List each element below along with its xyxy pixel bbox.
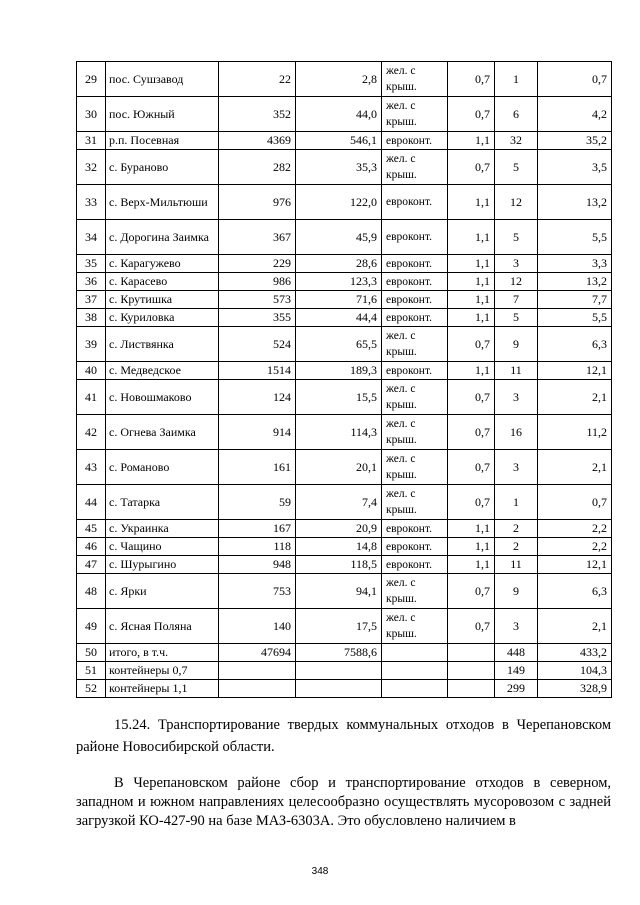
cell-volume: 189,3 <box>296 362 382 380</box>
cell-container-count: 299 <box>495 680 538 698</box>
cell-number: 48 <box>77 574 106 609</box>
cell-number: 49 <box>77 609 106 644</box>
cell-container-capacity: 0,7 <box>448 327 495 362</box>
cell-settlement: с. Медведское <box>106 362 219 380</box>
cell-volume: 35,3 <box>296 150 382 185</box>
cell-volume: 71,6 <box>296 291 382 309</box>
cell-container-capacity: 1,1 <box>448 520 495 538</box>
cell-settlement: с. Карагужево <box>106 255 219 273</box>
cell-volume: 17,5 <box>296 609 382 644</box>
cell-container-capacity: 1,1 <box>448 273 495 291</box>
cell-volume: 7588,6 <box>296 644 382 662</box>
cell-total-volume: 35,2 <box>538 132 612 150</box>
cell-container-type: евроконт. <box>382 220 448 255</box>
cell-settlement: с. Шурыгино <box>106 556 219 574</box>
cell-container-type: жел. с крыш. <box>382 450 448 485</box>
cell-settlement: с. Листвянка <box>106 327 219 362</box>
cell-container-type: евроконт. <box>382 520 448 538</box>
table-row <box>77 97 612 132</box>
cell-total-volume: 5,5 <box>538 309 612 327</box>
cell-total-volume: 13,2 <box>538 273 612 291</box>
cell-number: 47 <box>77 556 106 574</box>
cell-container-capacity: 0,7 <box>448 150 495 185</box>
cell-settlement: с. Новошмаково <box>106 380 219 415</box>
cell-container-count: 448 <box>495 644 538 662</box>
cell-number: 44 <box>77 485 106 520</box>
cell-settlement: итого, в т.ч. <box>106 644 219 662</box>
cell-settlement: с. Огнева Заимка <box>106 415 219 450</box>
cell-container-capacity: 1,1 <box>448 291 495 309</box>
cell-container-type: жел. с крыш. <box>382 380 448 415</box>
cell-total-volume: 6,3 <box>538 574 612 609</box>
table-row <box>77 609 612 644</box>
cell-number: 51 <box>77 662 106 680</box>
cell-container-capacity: 1,1 <box>448 362 495 380</box>
section-heading <box>76 714 611 758</box>
cell-volume: 14,8 <box>296 538 382 556</box>
cell-container-count: 9 <box>495 574 538 609</box>
cell-container-count: 3 <box>495 450 538 485</box>
cell-volume: 122,0 <box>296 185 382 220</box>
cell-total-volume: 2,1 <box>538 380 612 415</box>
table-body <box>77 62 612 698</box>
cell-container-capacity: 1,1 <box>448 309 495 327</box>
cell-container-capacity <box>448 662 495 680</box>
cell-volume: 28,6 <box>296 255 382 273</box>
cell-container-capacity: 1,1 <box>448 556 495 574</box>
cell-population: 753 <box>219 574 296 609</box>
cell-population: 167 <box>219 520 296 538</box>
cell-settlement: с. Крутишка <box>106 291 219 309</box>
cell-settlement: с. Украинка <box>106 520 219 538</box>
cell-container-capacity: 0,7 <box>448 485 495 520</box>
table-row <box>77 380 612 415</box>
cell-container-type: евроконт. <box>382 273 448 291</box>
cell-population: 1514 <box>219 362 296 380</box>
cell-settlement: р.п. Посевная <box>106 132 219 150</box>
table-row <box>77 327 612 362</box>
table-row <box>77 220 612 255</box>
table-row <box>77 662 612 680</box>
cell-population: 976 <box>219 185 296 220</box>
cell-container-count: 12 <box>495 185 538 220</box>
cell-container-count: 6 <box>495 97 538 132</box>
cell-total-volume: 104,3 <box>538 662 612 680</box>
cell-population: 282 <box>219 150 296 185</box>
cell-container-capacity: 0,7 <box>448 574 495 609</box>
cell-number: 45 <box>77 520 106 538</box>
cell-container-type: евроконт. <box>382 362 448 380</box>
cell-population: 22 <box>219 62 296 97</box>
cell-population: 355 <box>219 309 296 327</box>
cell-container-type: евроконт. <box>382 185 448 220</box>
cell-container-count: 1 <box>495 62 538 97</box>
cell-number: 29 <box>77 62 106 97</box>
cell-population: 229 <box>219 255 296 273</box>
cell-container-type: жел. с крыш. <box>382 62 448 97</box>
cell-number: 50 <box>77 644 106 662</box>
cell-container-count: 11 <box>495 556 538 574</box>
cell-container-capacity: 1,1 <box>448 255 495 273</box>
cell-total-volume: 0,7 <box>538 485 612 520</box>
cell-container-count: 2 <box>495 520 538 538</box>
cell-container-count: 2 <box>495 538 538 556</box>
cell-container-type: евроконт. <box>382 255 448 273</box>
cell-population: 161 <box>219 450 296 485</box>
cell-container-capacity <box>448 680 495 698</box>
cell-container-type: жел. с крыш. <box>382 574 448 609</box>
cell-volume: 123,3 <box>296 273 382 291</box>
table-row <box>77 150 612 185</box>
cell-number: 42 <box>77 415 106 450</box>
cell-volume: 2,8 <box>296 62 382 97</box>
cell-population <box>219 680 296 698</box>
table-row <box>77 415 612 450</box>
table-row <box>77 680 612 698</box>
cell-container-count: 3 <box>495 609 538 644</box>
cell-container-type: жел. с крыш. <box>382 97 448 132</box>
cell-population: 140 <box>219 609 296 644</box>
cell-total-volume: 2,2 <box>538 520 612 538</box>
cell-number: 35 <box>77 255 106 273</box>
cell-number: 30 <box>77 97 106 132</box>
cell-total-volume: 11,2 <box>538 415 612 450</box>
cell-settlement: пос. Южный <box>106 97 219 132</box>
page-number: 348 <box>311 866 329 877</box>
table-row <box>77 62 612 97</box>
cell-total-volume: 4,2 <box>538 97 612 132</box>
waste-container-table <box>76 61 612 698</box>
cell-settlement: пос. Сушзавод <box>106 62 219 97</box>
cell-container-count: 11 <box>495 362 538 380</box>
cell-number: 39 <box>77 327 106 362</box>
cell-volume: 20,9 <box>296 520 382 538</box>
cell-total-volume: 12,1 <box>538 362 612 380</box>
cell-container-capacity: 0,7 <box>448 62 495 97</box>
cell-population: 573 <box>219 291 296 309</box>
cell-total-volume: 328,9 <box>538 680 612 698</box>
table-row <box>77 255 612 273</box>
cell-number: 41 <box>77 380 106 415</box>
cell-number: 52 <box>77 680 106 698</box>
cell-number: 37 <box>77 291 106 309</box>
cell-population: 352 <box>219 97 296 132</box>
cell-total-volume: 3,5 <box>538 150 612 185</box>
cell-container-capacity: 1,1 <box>448 132 495 150</box>
cell-container-type: жел. с крыш. <box>382 485 448 520</box>
cell-container-count: 7 <box>495 291 538 309</box>
cell-container-count: 149 <box>495 662 538 680</box>
cell-container-type <box>382 662 448 680</box>
cell-population: 986 <box>219 273 296 291</box>
table-row <box>77 362 612 380</box>
cell-total-volume: 3,3 <box>538 255 612 273</box>
cell-settlement: с. Куриловка <box>106 309 219 327</box>
cell-container-count: 9 <box>495 327 538 362</box>
table-row <box>77 538 612 556</box>
cell-volume: 546,1 <box>296 132 382 150</box>
cell-container-type: евроконт. <box>382 556 448 574</box>
cell-number: 38 <box>77 309 106 327</box>
cell-number: 32 <box>77 150 106 185</box>
cell-volume: 45,9 <box>296 220 382 255</box>
cell-number: 40 <box>77 362 106 380</box>
cell-settlement: с. Дорогина Заимка <box>106 220 219 255</box>
cell-container-capacity: 1,1 <box>448 220 495 255</box>
cell-total-volume: 13,2 <box>538 185 612 220</box>
cell-volume <box>296 662 382 680</box>
table-row <box>77 132 612 150</box>
table-row <box>77 574 612 609</box>
cell-container-count: 32 <box>495 132 538 150</box>
cell-container-count: 3 <box>495 380 538 415</box>
cell-container-type: евроконт. <box>382 291 448 309</box>
cell-volume: 7,4 <box>296 485 382 520</box>
cell-container-count: 12 <box>495 273 538 291</box>
cell-container-count: 5 <box>495 309 538 327</box>
cell-settlement: с. Бураново <box>106 150 219 185</box>
cell-container-capacity: 1,1 <box>448 185 495 220</box>
cell-population: 524 <box>219 327 296 362</box>
cell-container-capacity: 0,7 <box>448 380 495 415</box>
cell-population: 914 <box>219 415 296 450</box>
cell-total-volume: 2,1 <box>538 609 612 644</box>
cell-population: 948 <box>219 556 296 574</box>
cell-number: 34 <box>77 220 106 255</box>
cell-container-type: жел. с крыш. <box>382 150 448 185</box>
cell-settlement: с. Ярки <box>106 574 219 609</box>
cell-volume: 65,5 <box>296 327 382 362</box>
cell-container-count: 5 <box>495 220 538 255</box>
cell-volume: 118,5 <box>296 556 382 574</box>
cell-container-type <box>382 680 448 698</box>
cell-volume <box>296 680 382 698</box>
cell-container-type: евроконт. <box>382 132 448 150</box>
table-row <box>77 485 612 520</box>
cell-population: 59 <box>219 485 296 520</box>
table-row <box>77 450 612 485</box>
table-row <box>77 556 612 574</box>
cell-population: 367 <box>219 220 296 255</box>
cell-settlement: с. Верх-Мильтюши <box>106 185 219 220</box>
cell-volume: 15,5 <box>296 380 382 415</box>
cell-volume: 114,3 <box>296 415 382 450</box>
cell-container-count: 1 <box>495 485 538 520</box>
cell-number: 43 <box>77 450 106 485</box>
cell-population: 47694 <box>219 644 296 662</box>
cell-settlement: с. Карасево <box>106 273 219 291</box>
cell-container-type: евроконт. <box>382 538 448 556</box>
table-row <box>77 185 612 220</box>
cell-container-capacity: 0,7 <box>448 415 495 450</box>
cell-settlement: контейнеры 0,7 <box>106 662 219 680</box>
cell-container-count: 16 <box>495 415 538 450</box>
table-row <box>77 291 612 309</box>
section-heading-text: 15.24. Транспортирование твердых коммунальных отходов в Черепановском районе Новосибирской области. <box>76 717 611 755</box>
table-row <box>77 273 612 291</box>
cell-container-count: 5 <box>495 150 538 185</box>
cell-container-capacity: 0,7 <box>448 450 495 485</box>
cell-population: 118 <box>219 538 296 556</box>
cell-number: 31 <box>77 132 106 150</box>
cell-population: 4369 <box>219 132 296 150</box>
cell-settlement: с. Чащино <box>106 538 219 556</box>
cell-number: 46 <box>77 538 106 556</box>
cell-total-volume: 0,7 <box>538 62 612 97</box>
cell-settlement: контейнеры 1,1 <box>106 680 219 698</box>
cell-container-count: 3 <box>495 255 538 273</box>
cell-total-volume: 6,3 <box>538 327 612 362</box>
cell-container-type <box>382 644 448 662</box>
cell-total-volume: 7,7 <box>538 291 612 309</box>
cell-container-type: жел. с крыш. <box>382 609 448 644</box>
cell-settlement: с. Ясная Поляна <box>106 609 219 644</box>
cell-volume: 94,1 <box>296 574 382 609</box>
cell-container-type: жел. с крыш. <box>382 415 448 450</box>
cell-population <box>219 662 296 680</box>
cell-volume: 44,0 <box>296 97 382 132</box>
cell-volume: 20,1 <box>296 450 382 485</box>
cell-total-volume: 5,5 <box>538 220 612 255</box>
body-paragraph <box>76 774 611 831</box>
cell-volume: 44,4 <box>296 309 382 327</box>
cell-settlement: с. Татарка <box>106 485 219 520</box>
cell-container-capacity: 1,1 <box>448 538 495 556</box>
table-row <box>77 520 612 538</box>
cell-population: 124 <box>219 380 296 415</box>
cell-total-volume: 433,2 <box>538 644 612 662</box>
cell-total-volume: 2,1 <box>538 450 612 485</box>
body-paragraph-text: В Черепановском районе сбор и транспортирование отходов в северном, западном и южном направлениях целесообразно осуществлять мусоровозом с задней загрузкой КО-427-90 на базе МАЗ-6303А. Это обусловлено наличием в <box>76 775 611 829</box>
table-row <box>77 644 612 662</box>
cell-settlement: с. Романово <box>106 450 219 485</box>
table-row <box>77 309 612 327</box>
cell-container-type: жел. с крыш. <box>382 327 448 362</box>
cell-container-capacity: 0,7 <box>448 97 495 132</box>
cell-total-volume: 2,2 <box>538 538 612 556</box>
cell-container-capacity: 0,7 <box>448 609 495 644</box>
cell-container-capacity <box>448 644 495 662</box>
cell-total-volume: 12,1 <box>538 556 612 574</box>
cell-number: 33 <box>77 185 106 220</box>
cell-number: 36 <box>77 273 106 291</box>
cell-container-type: евроконт. <box>382 309 448 327</box>
